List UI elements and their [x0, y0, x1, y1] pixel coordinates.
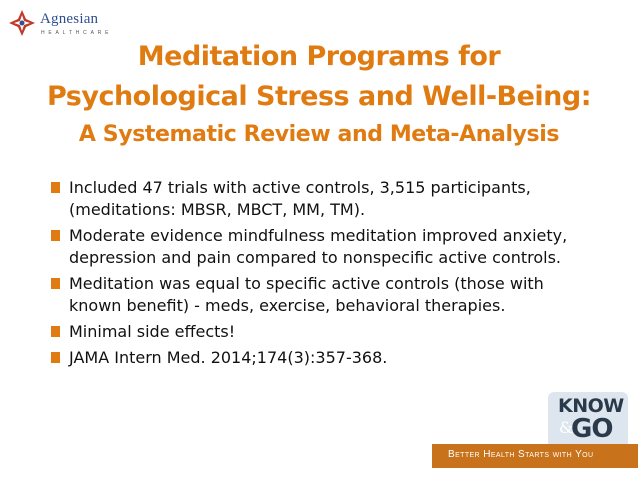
cross-logo-icon — [8, 9, 36, 37]
square-bullet-icon — [51, 326, 60, 337]
bullet-text: Minimal side effects! — [69, 322, 236, 341]
badge-ampersand: & — [559, 418, 574, 437]
bullet-text: Included 47 trials with active controls, 3,515 participants, (meditations: MBSR, MBCT, MM, TM). — [69, 178, 531, 219]
square-bullet-icon — [51, 352, 60, 363]
title-line-2: Psychological Stress and Well-Being: — [46, 81, 592, 112]
square-bullet-icon — [51, 230, 60, 241]
badge-go-text: GO — [571, 414, 613, 444]
logo-subtext: HEALTHCARE — [41, 30, 113, 36]
square-bullet-icon — [51, 278, 60, 289]
badge-know-text: KNOW — [558, 395, 624, 417]
bullet-text: Meditation was equal to specific active controls (those with known benefit) - meds, exercise, behavioral therapies. — [69, 274, 544, 315]
title-line-1: Meditation Programs for — [137, 41, 501, 72]
bullet-text: Moderate evidence mindfulness meditation improved anxiety, depression and pain compared to nonspecific active controls. — [69, 226, 568, 267]
logo-text: Agnesian — [40, 11, 99, 27]
square-bullet-icon — [51, 182, 60, 193]
tagline: Better Health Starts with You — [448, 449, 594, 460]
slide-subtitle: A Systematic Review and Meta-Analysis — [78, 122, 560, 147]
bullet-item — [50, 177, 598, 221]
bullet-item — [50, 347, 598, 369]
bullet-item — [50, 321, 598, 343]
bullet-item — [50, 225, 598, 269]
bullet-text: JAMA Intern Med. 2014;174(3):357-368. — [69, 348, 388, 367]
bullet-item — [50, 273, 598, 317]
bullet-list — [50, 177, 598, 373]
slide-title — [0, 37, 638, 153]
